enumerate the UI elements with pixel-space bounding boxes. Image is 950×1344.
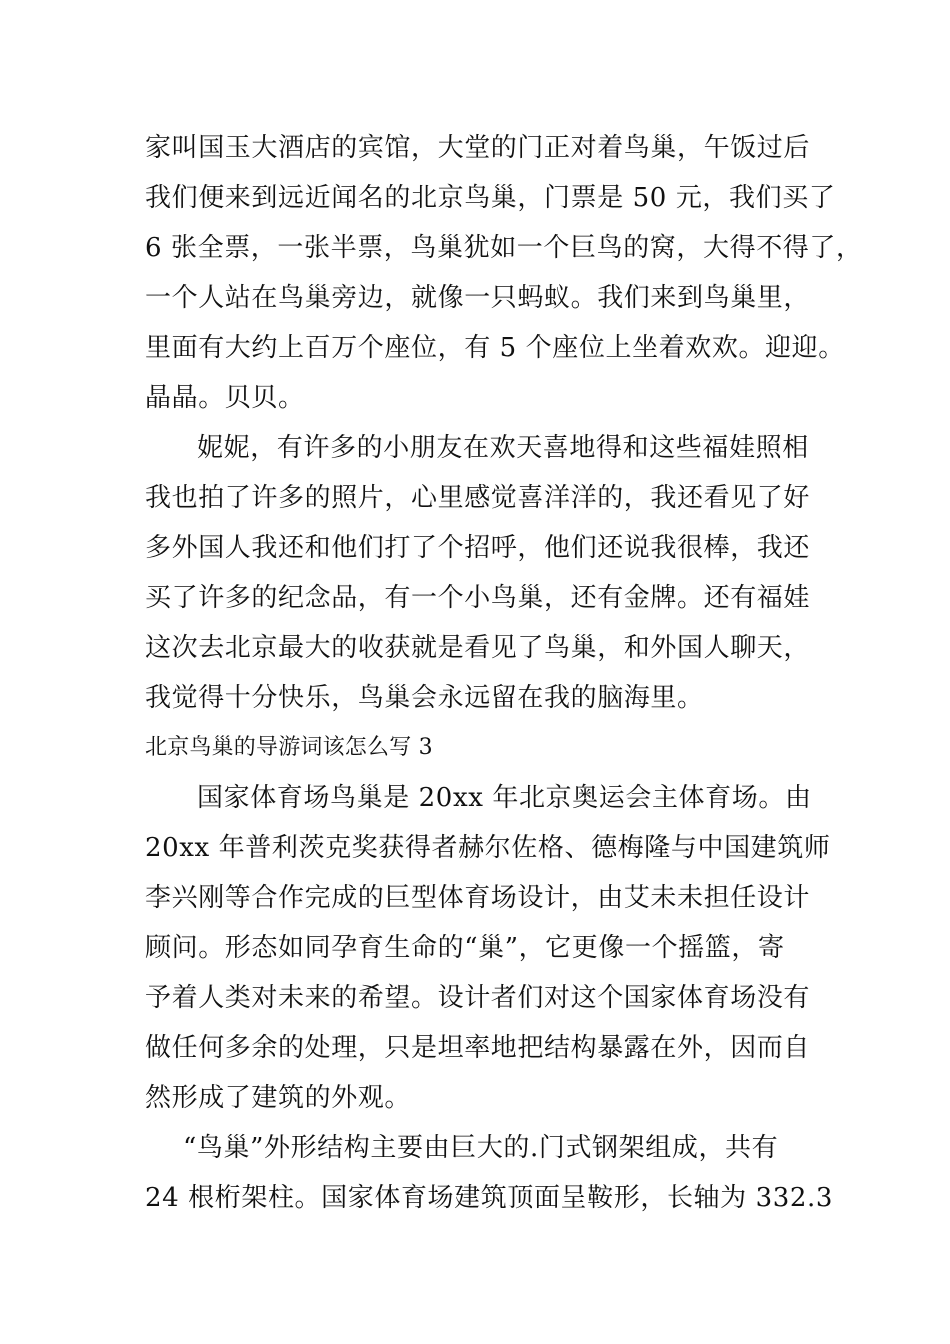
text-line: 买了许多的纪念品，有一个小鸟巢，还有金牌。还有福娃 — [145, 583, 811, 613]
paragraph-start-line: 国家体育场鸟巢是 20xx 年北京奥运会主体育场。由 — [197, 783, 812, 813]
text-line: 然形成了建筑的外观。 — [145, 1083, 412, 1113]
text-line: 一个人站在鸟巢旁边，就像一只蚂蚁。我们来到鸟巢里， — [145, 283, 811, 313]
text-line: 24 根桁架柱。国家体育场建筑顶面呈鞍形，长轴为 332.3 — [145, 1183, 834, 1213]
text-line: 我们便来到远近闻名的北京鸟巢，门票是 50 元，我们买了 — [145, 183, 836, 213]
text-line: 晶晶。贝贝。 — [145, 383, 305, 413]
text-line: 里面有大约上百万个座位，有 5 个座位上坐着欢欢。迎迎。 — [145, 333, 845, 363]
text-line: 这次去北京最大的收获就是看见了鸟巢，和外国人聊天， — [145, 633, 811, 663]
paragraph-start-line: 妮妮，有许多的小朋友在欢天喜地得和这些福娃照相 — [197, 433, 809, 463]
text-line: 李兴刚等合作完成的巨型体育场设计，由艾未未担任设计 — [145, 883, 811, 913]
section-heading: 北京鸟巢的导游词该怎么写 3 — [145, 735, 433, 760]
text-line: 我觉得十分快乐，鸟巢会永远留在我的脑海里。 — [145, 683, 704, 713]
text-line: 予着人类对未来的希望。设计者们对这个国家体育场没有 — [145, 983, 811, 1013]
text-line: 多外国人我还和他们打了个招呼，他们还说我很棒，我还 — [145, 533, 811, 563]
text-line: 20xx 年普利茨克奖获得者赫尔佐格、德梅隆与中国建筑师 — [145, 833, 831, 863]
text-line: 做任何多余的处理，只是坦率地把结构暴露在外，因而自 — [145, 1033, 811, 1063]
text-line: 6 张全票，一张半票，鸟巢犹如一个巨鸟的窝，大得不得了， — [145, 233, 863, 263]
text-line: 我也拍了许多的照片，心里感觉喜洋洋的，我还看见了好 — [145, 483, 811, 513]
text-line: 家叫国玉大酒店的宾馆，大堂的门正对着鸟巢，午饭过后 — [145, 133, 811, 163]
text-line: 顾问。形态如同孕育生命的“巢”，它更像一个摇篮，寄 — [145, 933, 785, 963]
paragraph-start-line: “鸟巢”外形结构主要由巨大的.门式钢架组成，共有 — [183, 1133, 779, 1163]
